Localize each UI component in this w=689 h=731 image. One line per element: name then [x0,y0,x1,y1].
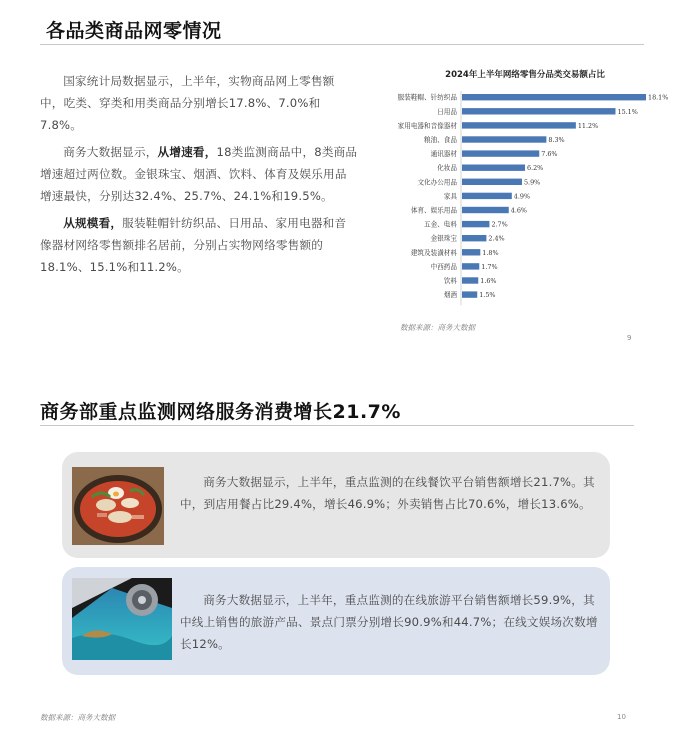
bar [462,207,509,213]
bar [462,122,576,128]
chart-title: 2024年上半年网络零售分品类交易额占比 [445,70,605,80]
data-label: 1.8% [482,248,499,257]
section2-title: 商务部重点监测网络服务消费增长21.7% [40,401,401,423]
data-label: 1.6% [480,277,497,285]
bar [462,291,477,297]
category-label: 日用品 [437,107,457,116]
section1-title: 各品类商品网零情况 [46,20,222,42]
bar-chart [355,88,675,308]
section1-divider [40,44,644,45]
paragraph-3: 从规模看，服装鞋帽针纺织品、日用品、家用电器和音像器材网络零售额排名居前，分别占实物网络零售额的18.1%、15.1%和11.2%。 [40,216,347,274]
category-label: 家用电器和音像器材 [397,121,457,130]
data-label: 11.2% [577,121,599,130]
bar [462,235,486,241]
category-label: 化妆品 [437,164,457,173]
data-label: 18.1% [648,93,669,102]
chart-page-number: 9 [627,334,632,342]
travel-card-text: 商务大数据显示，上半年，重点监测的在线旅游平台销售额增长59.9%，其中线上销售的旅游产品、景点门票分别增长90.9%和44.7%；在线文娱场次数增长12%。 [180,593,598,651]
bar [462,263,479,269]
bar [462,193,512,199]
chart-source: 数据来源：商务大数据 [400,323,475,332]
data-label: 6.2% [527,164,544,173]
category-label: 文化办公用品 [417,178,457,187]
section2-divider [40,425,634,426]
travel-image [72,578,172,660]
category-label: 五金、电料 [424,220,457,229]
data-label: 8.3% [548,136,565,144]
data-label: 15.1% [617,107,638,116]
bar [462,221,489,227]
category-label: 烟酒 [443,291,457,300]
category-label: 金银珠宝 [430,234,457,243]
data-label: 4.9% [513,192,531,201]
bar [462,179,522,185]
footer-page-number: 10 [617,713,626,721]
paragraph-2: 商务大数据显示，从增速看，18类监测商品中，8类商品增速超过两位数。金银珠宝、烟酒、饮料、体育及娱乐用品增速最快，分别达32.4%、25.7%、24.1%和19.5%。 [40,145,358,203]
data-label: 5.9% [523,178,541,187]
data-label: 1.5% [479,291,496,300]
section1-text [40,70,358,283]
category-label: 体育、娱乐用品 [410,206,457,215]
data-label: 7.6% [541,150,558,159]
footer-source: 数据来源：商务大数据 [40,713,115,722]
bar [462,150,539,156]
bar [462,165,525,171]
bar [462,277,478,283]
category-label: 家具 [443,192,457,201]
category-label: 通讯器材 [430,150,457,159]
paragraph-1: 国家统计局数据显示，上半年，实物商品网上零售额中，吃类、穿类和用类商品分别增长17.8%、7.0%和7.8%。 [40,74,335,132]
category-label: 粮油、食品 [424,136,457,144]
category-label: 中西药品 [430,262,457,271]
data-label: 1.7% [481,262,498,271]
data-label: 4.6% [510,206,528,215]
bar [462,108,616,114]
category-label: 服装鞋帽、针纺织品 [397,93,457,102]
dining-card-text: 商务大数据显示，上半年，重点监测的在线餐饮平台销售额增长21.7%。其中，到店用餐占比29.4%，增长46.9%；外卖销售占比70.6%，增长13.6%。 [180,475,595,511]
category-label: 建筑及装潢材料 [410,248,457,257]
data-label: 2.7% [491,220,508,229]
bar [462,249,480,255]
data-label: 2.4% [488,234,505,243]
category-label: 饮料 [443,277,457,285]
bar [462,94,646,100]
dining-image [72,467,164,545]
bar [462,136,546,142]
